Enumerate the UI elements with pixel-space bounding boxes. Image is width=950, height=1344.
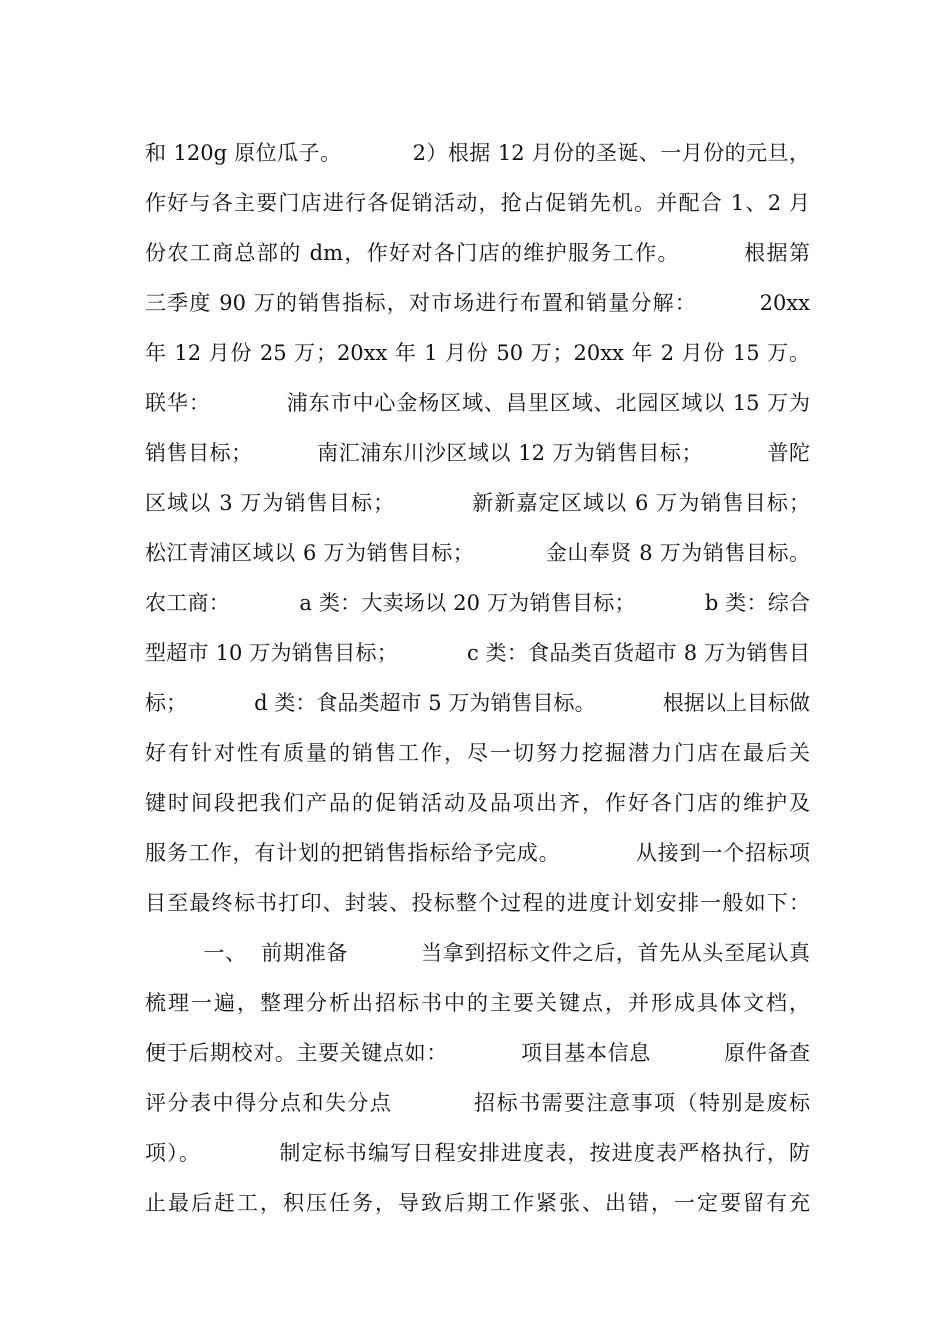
text-line: 年 12 月份 25 万；20xx 年 1 月份 50 万；20xx 年 2 月份 15 万。: [145, 341, 810, 365]
text-line: 一、 前期准备 当拿到招标文件之后，首先从头至尾认真: [145, 941, 810, 965]
text-line: 三季度 90 万的销售指标，对市场进行布置和销量分解： 20xx: [145, 291, 810, 315]
text-line: 止最后赶工，积压任务，导致后期工作紧张、出错，一定要留有充: [145, 1191, 810, 1215]
text-line: 销售目标； 南汇浦东川沙区域以 12 万为销售目标； 普陀: [145, 441, 810, 465]
text-line: 区域以 3 万为销售目标； 新新嘉定区域以 6 万为销售目标；: [145, 491, 810, 515]
text-line: 梳理一遍，整理分析出招标书中的主要关键点，并形成具体文档，: [145, 991, 810, 1015]
text-line: 标； d 类：食品类超市 5 万为销售目标。 根据以上目标做: [145, 691, 810, 715]
body-text: [145, 128, 810, 1228]
text-line: 份农工商总部的 dm，作好对各门店的维护服务工作。 根据第: [145, 241, 810, 265]
text-line: 好有针对性有质量的销售工作，尽一切努力挖掘潜力门店在最后关: [145, 741, 810, 765]
text-line: 评分表中得分点和失分点 招标书需要注意事项（特别是废标: [145, 1091, 810, 1115]
text-line: 项）。 制定标书编写日程安排进度表，按进度表严格执行，防: [145, 1141, 810, 1165]
text-line: 松江青浦区域以 6 万为销售目标； 金山奉贤 8 万为销售目标。: [145, 541, 810, 565]
text-line: 和 120g 原位瓜子。 2）根据 12 月份的圣诞、一月份的元旦，: [145, 141, 810, 165]
text-line: 型超市 10 万为销售目标； c 类：食品类百货超市 8 万为销售目: [145, 641, 810, 665]
text-line: 服务工作，有计划的把销售指标给予完成。 从接到一个招标项: [145, 841, 810, 865]
text-line: 键时间段把我们产品的促销活动及品项出齐，作好各门店的维护及: [145, 791, 810, 815]
text-line: 目至最终标书打印、封装、投标整个过程的进度计划安排一般如下：: [145, 891, 810, 915]
text-line: 农工商： a 类：大卖场以 20 万为销售目标； b 类：综合: [145, 591, 810, 615]
text-line: 便于后期校对。主要关键点如： 项目基本信息 原件备查: [145, 1041, 810, 1065]
text-line: 作好与各主要门店进行各促销活动，抢占促销先机。并配合 1、2 月: [145, 191, 810, 215]
text-line: 联华： 浦东市中心金杨区域、昌里区域、北园区域以 15 万为: [145, 391, 810, 415]
